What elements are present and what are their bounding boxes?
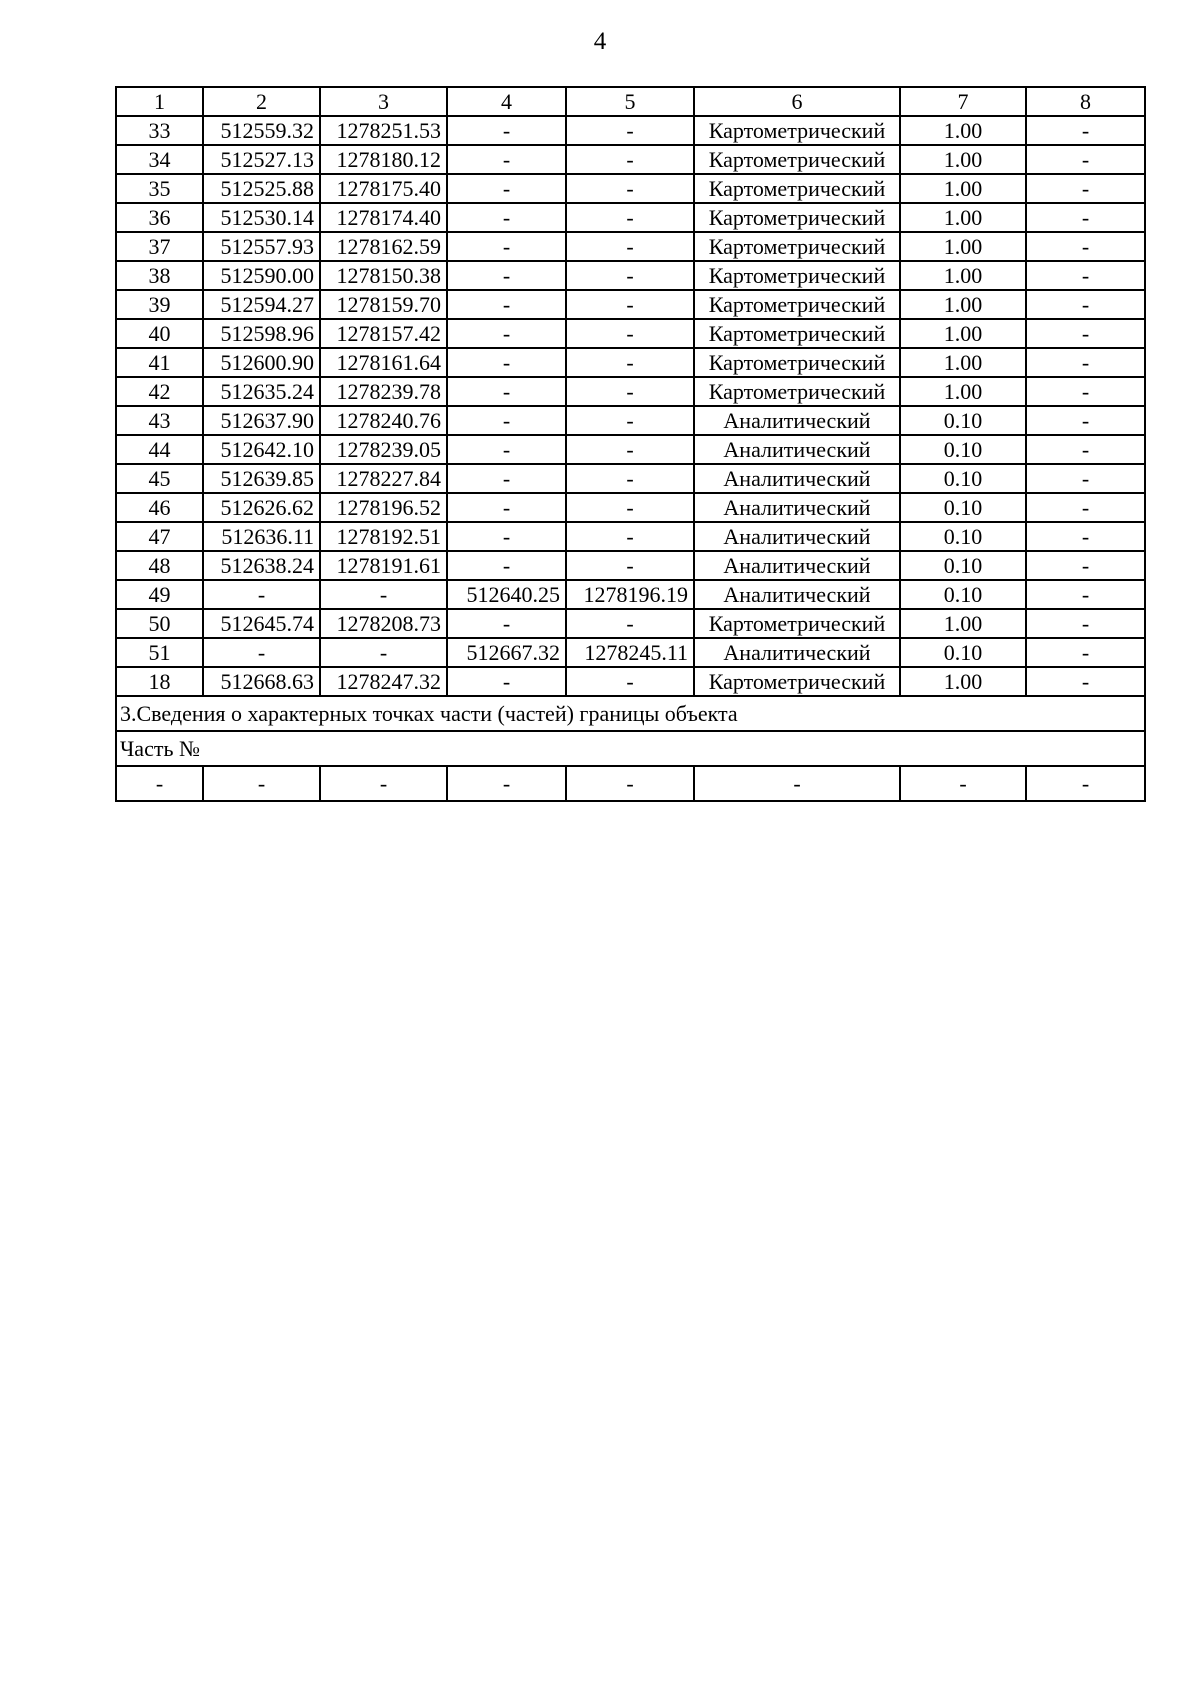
table-cell: Картометрический (694, 319, 900, 348)
table-cell: - (116, 766, 203, 801)
table-cell: 0.10 (900, 580, 1026, 609)
table-cell: - (203, 766, 320, 801)
table-cell: Аналитический (694, 580, 900, 609)
table-cell: - (1026, 406, 1145, 435)
table-cell: 1278161.64 (320, 348, 447, 377)
table-cell: 34 (116, 145, 203, 174)
table-cell: 35 (116, 174, 203, 203)
table-cell: - (1026, 203, 1145, 232)
table-cell: 1.00 (900, 348, 1026, 377)
table-cell: 1278239.78 (320, 377, 447, 406)
table-cell: - (447, 493, 566, 522)
table-cell: - (447, 464, 566, 493)
table-cell: - (566, 261, 694, 290)
table-cell: Аналитический (694, 464, 900, 493)
table-cell: 512642.10 (203, 435, 320, 464)
table-cell: - (1026, 319, 1145, 348)
table-cell: 512525.88 (203, 174, 320, 203)
table-cell: 1278150.38 (320, 261, 447, 290)
part-label-row (116, 731, 1145, 766)
table-cell: 37 (116, 232, 203, 261)
table-cell: - (447, 766, 566, 801)
table-cell: - (447, 377, 566, 406)
table-row (116, 638, 1145, 667)
table-cell: 1.00 (900, 232, 1026, 261)
table-cell: - (447, 522, 566, 551)
table-cell: 1278175.40 (320, 174, 447, 203)
table-cell: 512637.90 (203, 406, 320, 435)
table-cell: - (566, 551, 694, 580)
table-cell: 43 (116, 406, 203, 435)
table-cell: 40 (116, 319, 203, 348)
table-cell: - (566, 406, 694, 435)
table-cell: 1278239.05 (320, 435, 447, 464)
table-cell: Аналитический (694, 435, 900, 464)
table-cell: - (1026, 290, 1145, 319)
table-cell: 512640.25 (447, 580, 566, 609)
header-cell: 3 (320, 87, 447, 116)
section-title: 3.Сведения о характерных точках части (частей) границы объекта (116, 696, 1145, 731)
table-cell: - (1026, 464, 1145, 493)
empty-row (116, 766, 1145, 801)
table-cell: 48 (116, 551, 203, 580)
table-cell: - (566, 667, 694, 696)
header-cell: 6 (694, 87, 900, 116)
table-cell: - (566, 145, 694, 174)
table-cell: 1278159.70 (320, 290, 447, 319)
table-cell: - (447, 290, 566, 319)
table-cell: - (447, 435, 566, 464)
table-cell: 1278240.76 (320, 406, 447, 435)
table-row (116, 348, 1145, 377)
table-cell: 1278208.73 (320, 609, 447, 638)
table-cell: - (566, 377, 694, 406)
table-cell: 0.10 (900, 522, 1026, 551)
table-cell: - (320, 580, 447, 609)
table-cell: 0.10 (900, 406, 1026, 435)
table-cell: 51 (116, 638, 203, 667)
table-cell: - (447, 319, 566, 348)
table-cell: 1.00 (900, 116, 1026, 145)
table-cell: 1278251.53 (320, 116, 447, 145)
table-cell: - (566, 290, 694, 319)
table-cell: 1.00 (900, 609, 1026, 638)
table-cell: - (1026, 493, 1145, 522)
table-cell: 1278245.11 (566, 638, 694, 667)
table-cell: Картометрический (694, 290, 900, 319)
table-cell: 42 (116, 377, 203, 406)
table-row (116, 435, 1145, 464)
table-row (116, 232, 1145, 261)
table-cell: - (1026, 348, 1145, 377)
table-cell: - (1026, 261, 1145, 290)
table-cell: - (447, 348, 566, 377)
header-row (116, 87, 1145, 116)
table-cell: - (1026, 638, 1145, 667)
table-cell: Картометрический (694, 145, 900, 174)
table-cell: 1278174.40 (320, 203, 447, 232)
table-cell: Аналитический (694, 551, 900, 580)
table-cell: 1.00 (900, 145, 1026, 174)
table-cell: - (900, 766, 1026, 801)
table-row (116, 667, 1145, 696)
table-cell: 1278196.19 (566, 580, 694, 609)
table-row (116, 290, 1145, 319)
table-cell: Картометрический (694, 203, 900, 232)
table-cell: - (1026, 435, 1145, 464)
table-cell: 44 (116, 435, 203, 464)
table-cell: Аналитический (694, 406, 900, 435)
table-cell: 512638.24 (203, 551, 320, 580)
table-cell: Аналитический (694, 522, 900, 551)
table-row (116, 145, 1145, 174)
table-cell: 1278180.12 (320, 145, 447, 174)
table-cell: 1.00 (900, 290, 1026, 319)
table-row (116, 406, 1145, 435)
table-row (116, 493, 1145, 522)
table-cell: 36 (116, 203, 203, 232)
table-cell: - (447, 261, 566, 290)
header-cell: 8 (1026, 87, 1145, 116)
table-cell: 512636.11 (203, 522, 320, 551)
header-cell: 5 (566, 87, 694, 116)
table-cell: - (320, 766, 447, 801)
table-cell: Картометрический (694, 232, 900, 261)
table-cell: Картометрический (694, 348, 900, 377)
table-cell: 512590.00 (203, 261, 320, 290)
table-cell: - (447, 667, 566, 696)
table-cell: 18 (116, 667, 203, 696)
table-cell: - (447, 232, 566, 261)
table-row (116, 116, 1145, 145)
table-row (116, 609, 1145, 638)
table-cell: - (447, 145, 566, 174)
table-cell: - (566, 766, 694, 801)
table-cell: 38 (116, 261, 203, 290)
table-cell: Картометрический (694, 609, 900, 638)
table-cell: - (566, 464, 694, 493)
table-cell: 512598.96 (203, 319, 320, 348)
table-cell: 0.10 (900, 551, 1026, 580)
table-cell: 1.00 (900, 319, 1026, 348)
table-cell: - (1026, 377, 1145, 406)
table-cell: 1.00 (900, 203, 1026, 232)
table-cell: 512645.74 (203, 609, 320, 638)
table-cell: 1.00 (900, 261, 1026, 290)
table-cell: Картометрический (694, 667, 900, 696)
header-cell: 4 (447, 87, 566, 116)
table-cell: 47 (116, 522, 203, 551)
table-cell: - (447, 116, 566, 145)
table-cell: - (203, 638, 320, 667)
table-cell: - (1026, 116, 1145, 145)
table-cell: - (566, 319, 694, 348)
table-cell: 512527.13 (203, 145, 320, 174)
table-cell: 1278191.61 (320, 551, 447, 580)
table-cell: - (1026, 667, 1145, 696)
table-cell: - (566, 203, 694, 232)
table-cell: - (566, 522, 694, 551)
table-cell: 50 (116, 609, 203, 638)
table-body (116, 87, 1145, 801)
table-cell: - (566, 493, 694, 522)
table-row (116, 551, 1145, 580)
header-cell: 7 (900, 87, 1026, 116)
table-cell: 512557.93 (203, 232, 320, 261)
table-cell: - (447, 203, 566, 232)
table-cell: - (1026, 580, 1145, 609)
section-title-row (116, 696, 1145, 731)
table-cell: 0.10 (900, 435, 1026, 464)
table-cell: 1.00 (900, 667, 1026, 696)
table-cell: - (1026, 522, 1145, 551)
table-cell: 1278157.42 (320, 319, 447, 348)
table-row (116, 319, 1145, 348)
table-cell: Картометрический (694, 174, 900, 203)
header-cell: 1 (116, 87, 203, 116)
table-cell: 1278227.84 (320, 464, 447, 493)
table-row (116, 203, 1145, 232)
table-cell: 512600.90 (203, 348, 320, 377)
table-cell: - (1026, 145, 1145, 174)
table-cell: 0.10 (900, 638, 1026, 667)
table-row (116, 464, 1145, 493)
table-cell: - (566, 174, 694, 203)
table-cell: 1.00 (900, 377, 1026, 406)
table-cell: Аналитический (694, 493, 900, 522)
table-cell: 0.10 (900, 493, 1026, 522)
table-cell: 41 (116, 348, 203, 377)
table-cell: 512639.85 (203, 464, 320, 493)
table-cell: 512594.27 (203, 290, 320, 319)
table-cell: - (1026, 551, 1145, 580)
table-cell: - (566, 609, 694, 638)
table-cell: Аналитический (694, 638, 900, 667)
part-label: Часть № (116, 731, 1145, 766)
table-cell: 1278196.52 (320, 493, 447, 522)
table-cell: 512626.62 (203, 493, 320, 522)
table-cell: - (320, 638, 447, 667)
table-cell: - (1026, 766, 1145, 801)
table-cell: 512668.63 (203, 667, 320, 696)
table-cell: 33 (116, 116, 203, 145)
table-cell: - (203, 580, 320, 609)
header-cell: 2 (203, 87, 320, 116)
characteristic-points-table (115, 86, 1146, 802)
table-cell: 512635.24 (203, 377, 320, 406)
table-cell: 512559.32 (203, 116, 320, 145)
table-cell: 1278162.59 (320, 232, 447, 261)
table-cell: - (566, 232, 694, 261)
table-cell: - (694, 766, 900, 801)
table-cell: Картометрический (694, 377, 900, 406)
table-cell: - (566, 116, 694, 145)
table-row (116, 580, 1145, 609)
table-row (116, 522, 1145, 551)
table-cell: - (1026, 609, 1145, 638)
table-cell: - (447, 551, 566, 580)
table-cell: 1.00 (900, 174, 1026, 203)
table-cell: - (447, 174, 566, 203)
table-cell: - (566, 435, 694, 464)
table-cell: 512530.14 (203, 203, 320, 232)
table-cell: 1278192.51 (320, 522, 447, 551)
table-cell: Картометрический (694, 261, 900, 290)
table-cell: 49 (116, 580, 203, 609)
table-cell: 39 (116, 290, 203, 319)
table-cell: - (447, 609, 566, 638)
table-cell: - (1026, 232, 1145, 261)
table-cell: - (566, 348, 694, 377)
table-row (116, 377, 1145, 406)
table-cell: - (447, 406, 566, 435)
table-cell: 1278247.32 (320, 667, 447, 696)
page-number: 4 (593, 28, 607, 55)
table-cell: - (1026, 174, 1145, 203)
table-cell: Картометрический (694, 116, 900, 145)
table-cell: 45 (116, 464, 203, 493)
table-cell: 0.10 (900, 464, 1026, 493)
table-cell: 46 (116, 493, 203, 522)
table-row (116, 174, 1145, 203)
table-row (116, 261, 1145, 290)
table-cell: 512667.32 (447, 638, 566, 667)
